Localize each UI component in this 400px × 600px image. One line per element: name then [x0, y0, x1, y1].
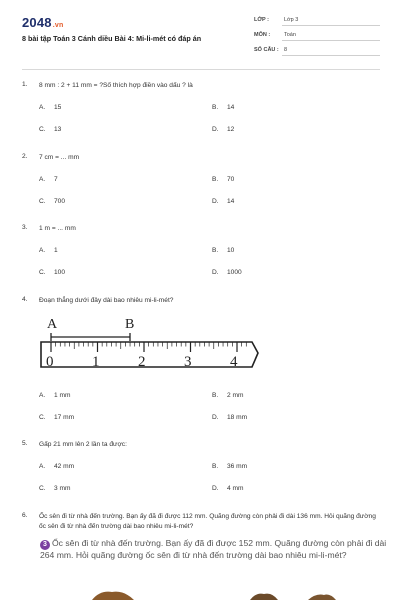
question-number: 3.	[22, 224, 28, 231]
meta-underline	[282, 40, 380, 41]
question-number: 4.	[22, 296, 28, 303]
solution-number-badge: 3	[40, 540, 50, 550]
ruler-number-2: 2	[138, 354, 146, 370]
option-a[interactable]: A. 15	[39, 104, 62, 111]
meta-class-label: LỚP :	[254, 17, 269, 23]
solution-text: Ốc sên đi từ nhà đến trường. Bạn ấy đã đi được 152 mm. Quãng đường còn phải đi dài 264 mm. Hỏi quãng đường ốc sên đi từ nhà đến trường dài bao nhiêu mi-li-mét?	[40, 538, 387, 560]
meta-class-value: Lớp 3	[284, 17, 299, 23]
meta-subject	[254, 29, 380, 42]
question-text: 7 cm = ... mm	[39, 154, 80, 161]
meta-subject-value: Toán	[284, 32, 296, 38]
meta-underline	[282, 25, 380, 26]
question-text: Ốc sên đi từ nhà đến trường. Bạn ấy đã đi được 112 mm. Quãng đường còn phải đi dài 136 mm. Hỏi quãng đường ốc sên đi từ nhà đến trường dài bao nhiêu mi-li-mét?	[39, 513, 376, 530]
meta-subject-label: MÔN :	[254, 32, 271, 38]
question-number: 6.	[22, 512, 28, 519]
option-d[interactable]: D. 14	[212, 198, 235, 205]
logo-suffix: .vn	[52, 22, 64, 29]
option-c[interactable]: C. 100	[39, 269, 66, 276]
question-number: 2.	[22, 153, 28, 160]
option-c[interactable]: C. 3 mm	[39, 485, 71, 492]
ruler-number-0: 0	[46, 354, 54, 370]
ruler-number-4: 4	[230, 354, 238, 370]
meta-count-value: 8	[284, 47, 288, 53]
option-d[interactable]: D. 12	[212, 126, 235, 133]
option-b[interactable]: B. 10	[212, 247, 235, 254]
option-b[interactable]: B. 70	[212, 176, 235, 183]
question-text: Đoạn thẳng dưới đây dài bao nhiêu mi-li-mét?	[39, 297, 174, 304]
question-text: 8 mm : 2 + 11 mm = ?Số thích hợp điền vào dấu ? là	[39, 82, 193, 89]
question-number: 1.	[22, 81, 28, 88]
ruler-number-3: 3	[184, 354, 192, 370]
option-a[interactable]: A. 42 mm	[39, 463, 75, 470]
illustration-house-roof	[92, 592, 134, 600]
ruler-figure	[38, 311, 260, 375]
ruler-number-1: 1	[92, 354, 100, 370]
solution-excerpt	[40, 538, 390, 562]
illustration-tree	[250, 594, 278, 600]
option-d[interactable]: D. 1000	[212, 269, 242, 276]
option-b[interactable]: B. 36 mm	[212, 463, 248, 470]
snail-illustration	[0, 588, 400, 600]
option-c[interactable]: C. 13	[39, 126, 62, 133]
option-c[interactable]: C. 700	[39, 198, 66, 205]
option-b[interactable]: B. 14	[212, 104, 235, 111]
meta-count-label: SỐ CÂU :	[254, 47, 279, 53]
question-text: Gấp 21 mm lên 2 lần ta được:	[39, 441, 127, 448]
worksheet-header	[0, 0, 400, 70]
ruler-body	[41, 342, 258, 367]
meta-underline	[282, 55, 380, 56]
point-a-label: A	[47, 317, 58, 332]
question-text: 1 m = ... mm	[39, 225, 76, 232]
option-a[interactable]: A. 1	[39, 247, 58, 254]
option-c[interactable]: C. 17 mm	[39, 414, 75, 421]
option-d[interactable]: D. 4 mm	[212, 485, 244, 492]
meta-class	[254, 14, 380, 27]
option-d[interactable]: D. 18 mm	[212, 414, 248, 421]
header-divider	[22, 69, 380, 70]
page-title: 8 bài tập Toán 3 Cánh diều Bài 4: Mi-li-mét có đáp án	[22, 34, 202, 43]
point-b-label: B	[125, 317, 135, 332]
illustration-school	[308, 595, 336, 600]
option-b[interactable]: B. 2 mm	[212, 392, 244, 399]
site-logo[interactable]	[22, 15, 63, 30]
option-a[interactable]: A. 7	[39, 176, 58, 183]
ruler-svg	[38, 311, 260, 375]
logo-text: 2048	[22, 15, 52, 30]
question-number: 5.	[22, 440, 28, 447]
meta-count	[254, 44, 380, 57]
option-a[interactable]: A. 1 mm	[39, 392, 71, 399]
